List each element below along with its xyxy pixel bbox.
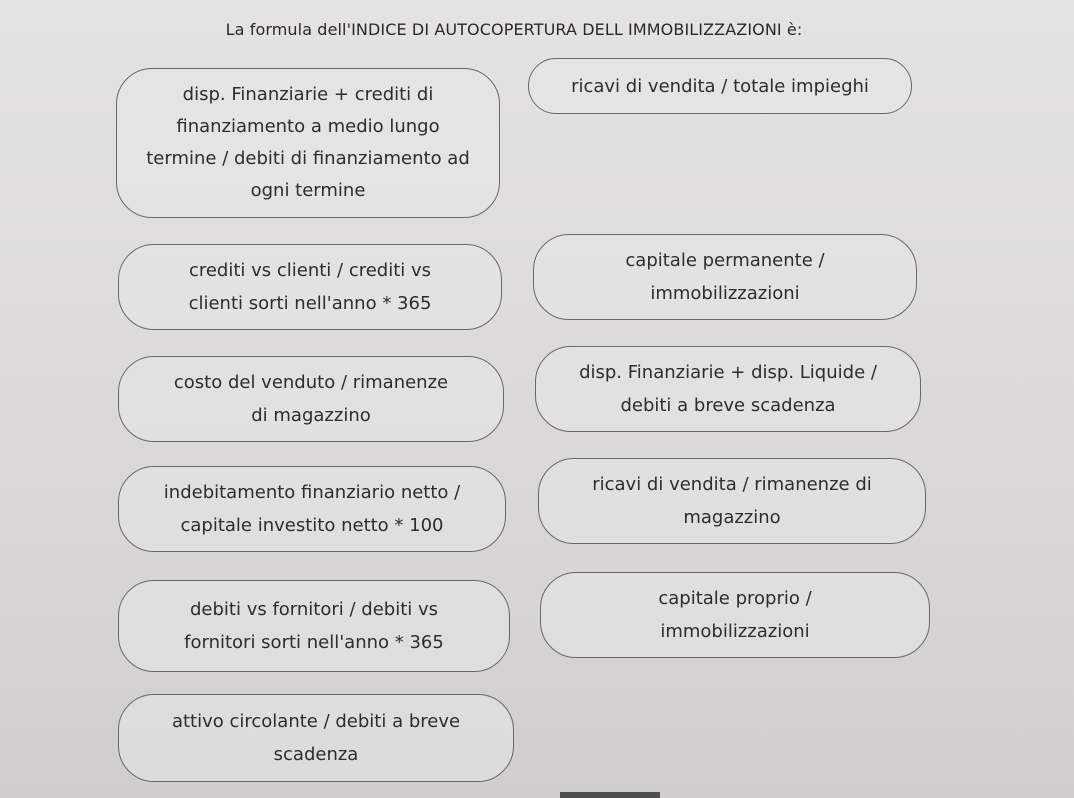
answer-option-5[interactable] (118, 356, 504, 442)
answer-option-7[interactable] (118, 466, 506, 552)
answer-option-2-label: ricavi di vendita / totale impieghi (571, 75, 869, 97)
answer-option-7-label: indebitamento finanziario netto / capitale investito netto * 100 (163, 482, 461, 536)
answer-option-10-label: capitale proprio / immobilizzazioni (658, 588, 812, 642)
answer-option-1[interactable] (116, 68, 500, 218)
bottom-edge-strip (560, 792, 660, 798)
answer-option-6-label: disp. Finanziarie + disp. Liquide / debiti a breve scadenza (579, 362, 877, 416)
answer-option-1-label: disp. Finanziarie + crediti di finanziamento a medio lungo termine / debiti di finanziamento ad ogni termine (146, 84, 470, 201)
answer-option-3-label: crediti vs clienti / crediti vs clienti sorti nell'anno * 365 (188, 260, 432, 314)
answer-option-9-label: debiti vs fornitori / debiti vs fornitori sorti nell'anno * 365 (184, 599, 444, 653)
answer-option-5-label: costo del venduto / rimanenze di magazzino (173, 372, 449, 426)
answer-option-11-label: attivo circolante / debiti a breve scadenza (171, 711, 461, 765)
answer-option-8[interactable] (538, 458, 926, 544)
answer-option-9[interactable] (118, 580, 510, 672)
answer-option-3[interactable] (118, 244, 502, 330)
answer-option-6[interactable] (535, 346, 921, 432)
answer-option-4[interactable] (533, 234, 917, 320)
answer-option-2[interactable] (528, 58, 912, 114)
answer-option-11[interactable] (118, 694, 514, 782)
answer-option-4-label: capitale permanente / immobilizzazioni (625, 250, 825, 304)
question-text: La formula dell'INDICE DI AUTOCOPERTURA DELL IMMOBILIZZAZIONI è: (225, 20, 803, 39)
answer-option-10[interactable] (540, 572, 930, 658)
answer-option-8-label: ricavi di vendita / rimanenze di magazzino (592, 474, 872, 528)
